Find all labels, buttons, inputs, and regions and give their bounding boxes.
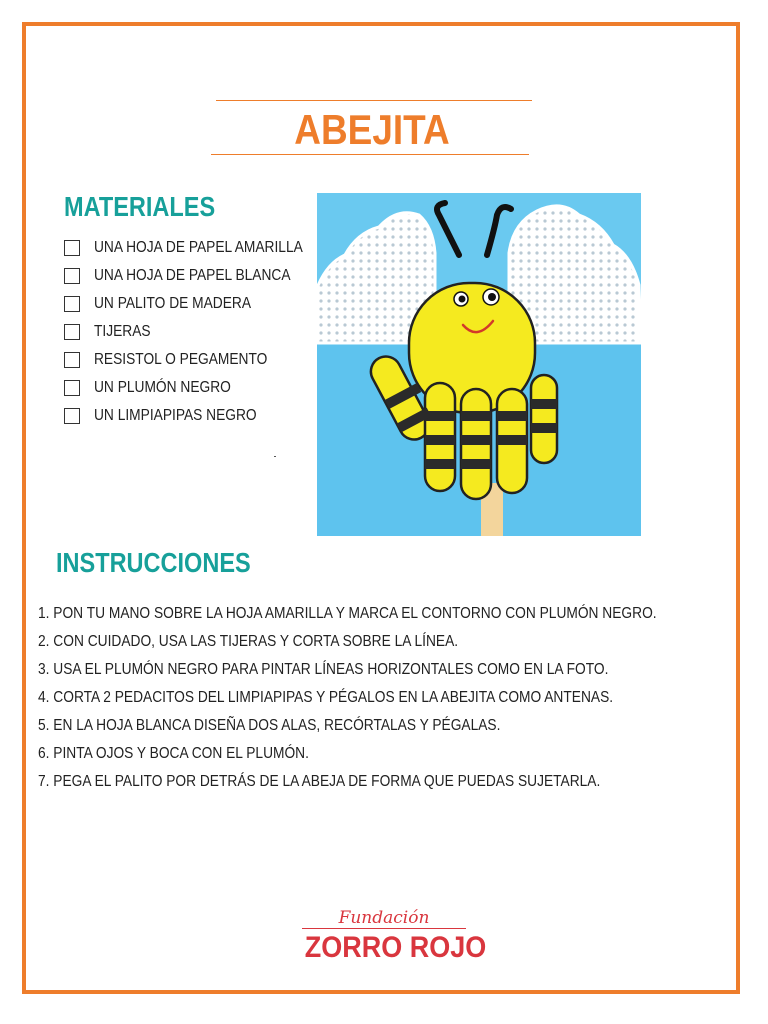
- checkbox[interactable]: [64, 408, 80, 424]
- material-label: UN PALITO DE MADERA: [94, 295, 252, 312]
- instruction-step: 5. EN LA HOJA BLANCA DISEÑA DOS ALAS, RECÓRTALAS Y PÉGALAS.: [38, 717, 501, 734]
- bee-craft-photo: [317, 193, 641, 536]
- materials-heading: MATERIALES: [64, 191, 216, 222]
- material-label: RESISTOL O PEGAMENTO: [94, 351, 268, 368]
- material-label: UN LIMPIAPIPAS NEGRO: [94, 407, 257, 424]
- checkbox[interactable]: [64, 268, 80, 284]
- material-item: [64, 234, 337, 262]
- instruction-step: 7. PEGA EL PALITO POR DETRÁS DE LA ABEJA DE FORMA QUE PUEDAS SUJETARLA.: [38, 773, 601, 790]
- material-item: [64, 318, 337, 346]
- fundacion-logo: [296, 908, 487, 970]
- title-rule-bottom: [211, 154, 529, 155]
- checkbox[interactable]: [64, 380, 80, 396]
- material-item: [64, 402, 337, 430]
- instructions-heading: INSTRUCCIONES: [56, 547, 251, 578]
- instructions-list: [38, 600, 757, 796]
- instruction-step: 6. PINTA OJOS Y BOCA CON EL PLUMÓN.: [38, 745, 309, 762]
- checkbox[interactable]: [64, 324, 80, 340]
- material-item: [64, 346, 337, 374]
- stray-mark: [274, 456, 276, 457]
- material-item: [64, 374, 337, 402]
- logo-zorro-rojo-text: ZORRO ROJO: [304, 931, 487, 964]
- logo-fundacion-text: Fundación: [338, 908, 430, 928]
- material-item: [64, 262, 337, 290]
- instruction-step: 4. CORTA 2 PEDACITOS DEL LIMPIAPIPAS Y PÉGALOS EN LA ABEJITA COMO ANTENAS.: [38, 689, 614, 706]
- material-label: UNA HOJA DE PAPEL AMARILLA: [94, 239, 303, 256]
- materials-list: [64, 234, 337, 430]
- logo-rule: [302, 928, 466, 929]
- instruction-step: 2. CON CUIDADO, USA LAS TIJERAS Y CORTA SOBRE LA LÍNEA.: [38, 633, 459, 650]
- title-rule-top: [216, 100, 532, 101]
- instruction-step: 1. PON TU MANO SOBRE LA HOJA AMARILLA Y MARCA EL CONTORNO CON PLUMÓN NEGRO.: [38, 605, 657, 622]
- material-label: UN PLUMÓN NEGRO: [94, 379, 231, 396]
- page-title: ABEJITA: [294, 106, 450, 153]
- material-label: UNA HOJA DE PAPEL BLANCA: [94, 267, 291, 284]
- material-item: [64, 290, 337, 318]
- material-label: TIJERAS: [94, 323, 151, 340]
- instruction-step: 3. USA EL PLUMÓN NEGRO PARA PINTAR LÍNEAS HORIZONTALES COMO EN LA FOTO.: [38, 661, 609, 678]
- checkbox[interactable]: [64, 240, 80, 256]
- checkbox[interactable]: [64, 352, 80, 368]
- checkbox[interactable]: [64, 296, 80, 312]
